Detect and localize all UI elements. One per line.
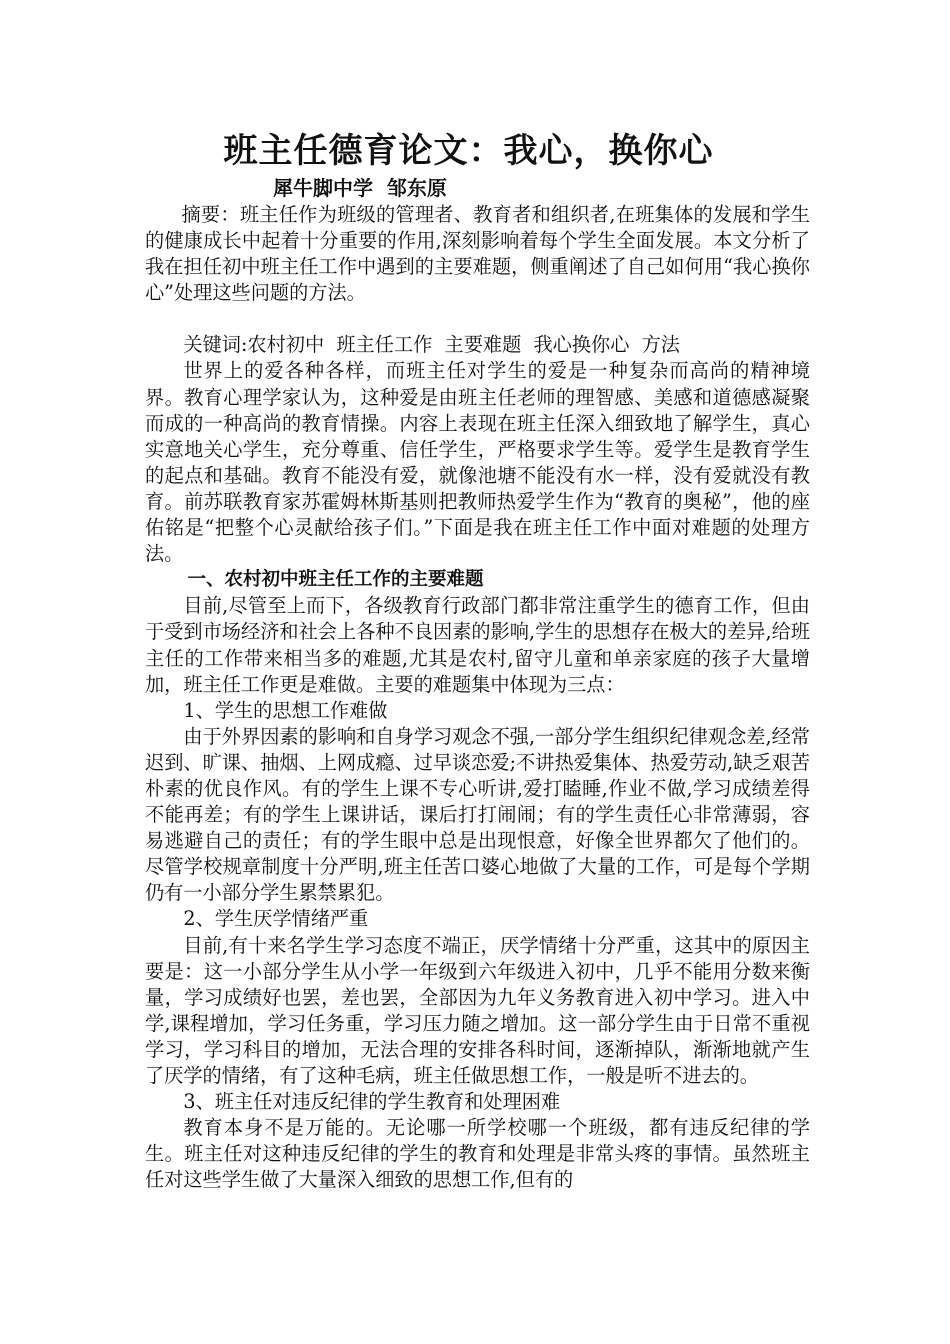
subsection-paragraph-3: 教育本身不是万能的。无论哪一所学校哪一个班级，都有违反纪律的学生。班主任对这种违反纪律的学生的教育和处理是非常头疼的事情。虽然班主任对这些学生做了大量深入细致的思想工作,但有的 xyxy=(145,1116,810,1192)
subsection-heading-1: 1、学生的思想工作难做 xyxy=(183,698,388,722)
subsection-heading-3: 3、班主任对违反纪律的学生教育和处理困难 xyxy=(183,1090,561,1114)
author-line: 犀牛脚中学 邹东原 xyxy=(273,176,447,200)
document-page xyxy=(145,128,810,1193)
document-title: 班主任德育论文：我心，换你心 xyxy=(223,131,714,171)
section-intro-paragraph: 目前,尽管至上而下，各级教育行政部门都非常注重学生的德育工作，但由于受到市场经济和社会上各种不良因素的影响,学生的思想存在极大的差异,给班主任的工作带来相当多的难题,尤其是农村,留守儿童和单亲家庭的孩子大量增加，班主任工作更是难做。主要的难题集中体现为三点： xyxy=(145,594,810,696)
subsection-paragraph-2: 目前,有十来名学生学习态度不端正，厌学情绪十分严重，这其中的原因主要是：这一小部分学生从小学一年级到六年级进入初中，几乎不能用分数来衡量，学习成绩好也罢，差也罢，全部因为九年义务教育进入初中学习。进入中学,课程增加，学习任务重，学习压力随之增加。这一部分学生由于日常不重视学习，学习科目的增加，无法合理的安排各科时间，逐渐掉队，渐渐地就产生了厌学的情绪，有了这种毛病，班主任做思想工作，一般是听不进去的。 xyxy=(145,933,810,1087)
keywords-line: 关键词:农村初中 班主任工作 主要难题 我心换你心 方法 xyxy=(183,333,680,357)
section-heading: 一、农村初中班主任工作的主要难题 xyxy=(187,569,484,591)
subsection-paragraph-1: 由于外界因素的影响和自身学习观念不强,一部分学生组织纪律观念差,经常迟到、旷课、抽烟、上网成瘾、过早谈恋爱;不讲热爱集体、热爱劳动,缺乏艰苦朴素的优良作风。有的学生上课不专心听讲,爱打瞌睡,作业不做,学习成绩差得不能再差；有的学生上课讲话，课后打打闹闹；有的学生责任心非常薄弱，容易逃避自己的责任；有的学生眼中总是出现恨意，好像全世界都欠了他们的。尽管学校规章制度十分严明,班主任苦口婆心地做了大量的工作，可是每个学期仍有一小部分学生累禁累犯。 xyxy=(145,724,810,905)
intro-paragraph: 世界上的爱各种各样，而班主任对学生的爱是一种复杂而高尚的精神境界。教育心理学家认为，这种爱是由班主任老师的理智感、美感和道德感凝聚而成的一种高尚的教育情操。内容上表现在班主任深入细致地了解学生，真心实意地关心学生，充分尊重、信任学生，严格要求学生等。爱学生是教育学生的起点和基础。教育不能没有爱，就像池塘不能没有水一样，没有爱就没有教育。前苏联教育家苏霍姆林斯基则把教师热爱学生作为“教育的奥秘”，他的座佑铭是“把整个心灵献给孩子们。”下面是我在班主任工作中面对难题的处理方法。 xyxy=(145,359,810,566)
subsection-heading-2: 2、学生厌学情绪严重 xyxy=(183,907,369,931)
abstract-paragraph: 摘要：班主任作为班级的管理者、教育者和组织者,在班集体的发展和学生的健康成长中起着十分重要的作用,深刻影响着每个学生全面发展。本文分析了我在担任初中班主任工作中遇到的主要难题，侧重阐述了自己如何用“我心换你心”处理这些问题的方法。 xyxy=(145,203,810,305)
